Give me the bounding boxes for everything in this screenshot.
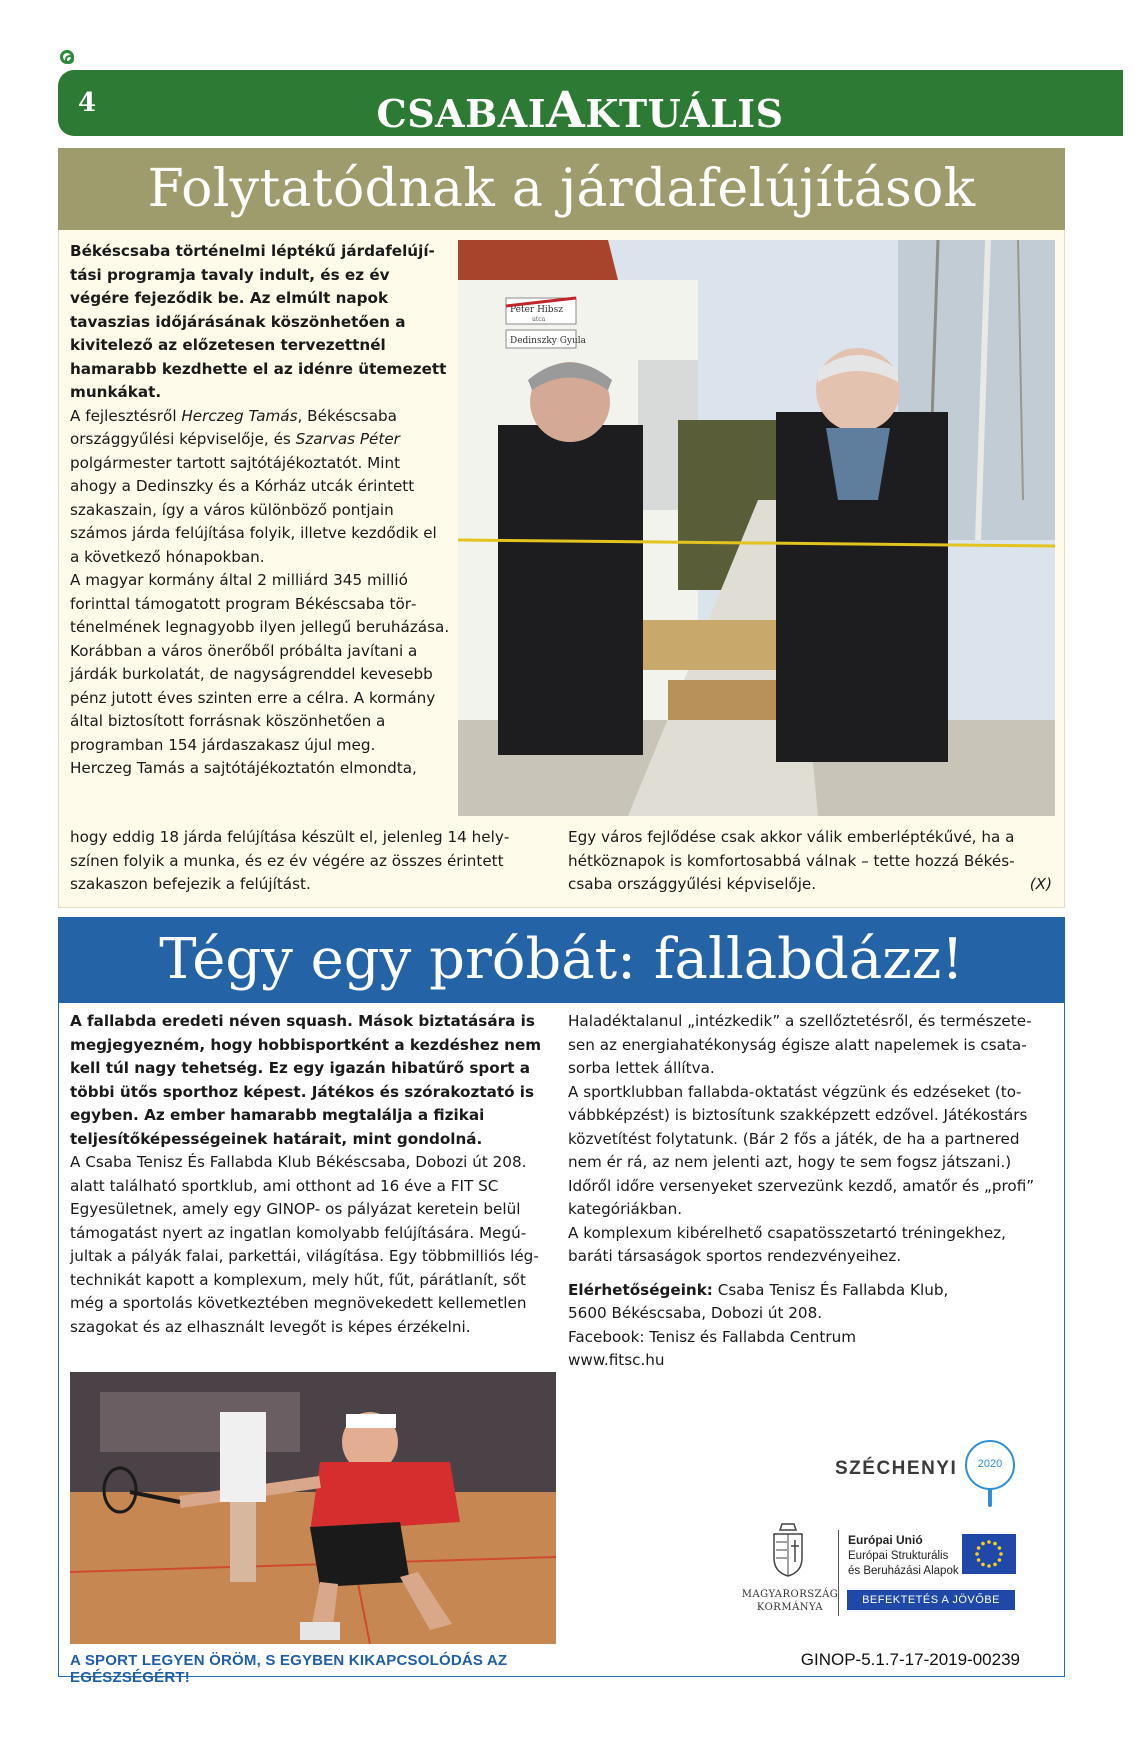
contact-line-2: 5600 Békéscsaba, Dobozi út 208. xyxy=(568,1304,823,1322)
szechenyi-year: 2020 xyxy=(977,1458,1003,1470)
page-number: 4 xyxy=(78,88,97,118)
photo-squash-player xyxy=(70,1372,556,1644)
article1-lead: Békéscsaba történelmi léptékű járdafelújítási programja tavaly indult, és ez év végére fejeződik be. Az elmúlt napok tavaszias időjárásának köszönhetően a kivitelező az előzetesen tervezettnél hamarabb kezdhette el az idénre ütemezett munkákat. xyxy=(70,242,447,401)
logo-divider xyxy=(838,1530,839,1616)
article2-paragraph-1: A Csaba Tenisz És Fallabda Klub Békéscsaba, Dobozi út 208. alatt található sportklub, ami otthont ad 16 éve a FIT SC Egyesületnek, amely egy GINOP- os pályázat keretein belül támogatást nyert az ingatlan komolyabb felújítására. Megújultak a pályák falai, parkettái, világítása. Egy többmilliós légtechnikát kapott a komplexum, mely hűt, fűt, párátlanít, sőt még a sportolás következtében megnövekedett kellemetlen szagokat és az elhasznált levegőt is képes érzékelni. xyxy=(70,1153,539,1336)
article2-paragraph-4: A komplexum kibérelhető csapatösszetartó tréningekhez, baráti társaságok sportos rendezvényeihez. xyxy=(568,1223,1006,1265)
contact-label: Elérhetőségeink: xyxy=(568,1280,713,1299)
contact-line-1: Elérhetőségeink: Csaba Tenisz És Fallabda Klub, xyxy=(568,1280,949,1299)
street-sign-old: Peter Hibsz xyxy=(510,305,563,315)
paper-title xyxy=(370,80,790,139)
government-logo-text: MAGYARORSZÁG KORMÁNYA xyxy=(741,1589,839,1613)
article1-paragraph-3: hogy eddig 18 járda felújítása készült el, jelenleg 14 helyszínen folyik a munka, és ez év végére az összes érintett szakaszon befejezik a felújítást. xyxy=(70,828,510,893)
article1-caption: Egy város fejlődése csak akkor válik emberléptékűvé, ha a hétköznapok is komfortosabbá válnak – tette hozzá Békéscsaba országgyűlési képviselője. (X) xyxy=(568,826,1052,897)
eu-logo-text: Európai Unió Európai Strukturális és Beruházási Alapok xyxy=(848,1533,959,1577)
project-code: GINOP-5.1.7-17-2019-00239 xyxy=(800,1650,1020,1669)
article1-column xyxy=(70,240,450,781)
article2-lead: A fallabda eredeti néven squash. Mások biztatására is megjegyezném, hogy hobbisportként a kezdéshez nem kell túl nagy tehetség. Ez egy igazán hibatűrő sport a többi ütős sporthoz képest. Játékos és szórakoztató is egyben. Az ember hamarabb megtalálja a fizikai teljesítőképességeinek határait, mint gondolná. xyxy=(70,1012,542,1148)
szechenyi-logo: SZÉCHENYI xyxy=(835,1458,958,1479)
article2-column-1 xyxy=(70,1010,560,1339)
photo-officials-sidewalk xyxy=(458,240,1055,816)
name-herczeg: Herczeg Tamás xyxy=(181,406,298,425)
article2-column-2 xyxy=(568,1010,1052,1373)
article2-paragraph-2: Haladéktalanul „intézkedik” a szellőztetésről, és természetesen az energiahatékonyság égisze alatt napelemek is csatasorba lettek állítva. xyxy=(568,1012,1032,1077)
advertisement-mark: (X) xyxy=(1029,875,1052,893)
paper-title-initial: A xyxy=(546,80,586,139)
paper-title-part2: KTUÁLIS xyxy=(585,91,784,136)
article1-title: Folytatódnak a járdafelújítások xyxy=(58,148,1065,230)
coat-of-arms-icon xyxy=(770,1522,806,1578)
street-sign-old-sub: utca xyxy=(532,316,546,323)
eu-flag-icon xyxy=(962,1534,1016,1574)
article1-paragraph-3-start: Herczeg Tamás a sajtótájékoztatón elmondta, xyxy=(70,759,417,777)
article2-slogan: A SPORT LEGYEN ÖRÖM, S EGYBEN KIKAPCSOLÓDÁS AZ EGÉSZSÉGÉRT! xyxy=(70,1652,508,1686)
street-sign-new: Dedinszky Gyula xyxy=(510,336,587,346)
contact-website: www.fitsc.hu xyxy=(568,1351,665,1369)
contact-line-3: Facebook: Tenisz és Fallabda Centrum xyxy=(568,1327,856,1346)
paper-title-part1: CSABAI xyxy=(376,91,547,136)
invest-in-future-banner: BEFEKTETÉS A JÖVŐBE xyxy=(847,1590,1015,1610)
article2-paragraph-3: A sportklubban fallabda-oktatást végzünk és edzéseket (továbbképzést) is biztosítunk szakképzett edzővel. Játékostárs közvetítést folytatunk. (Bár 2 fős a játék, de ha a partnered nem ér rá, az nem jelenti azt, hogy te sem fogsz játszani.) Időről időre versenyeket szervezünk kezdő, amatőr és „profi” kategóriákban. xyxy=(568,1082,1035,1218)
name-szarvas: Szarvas Péter xyxy=(295,430,400,448)
pin-tail xyxy=(988,1489,992,1507)
article1-paragraph-2: A magyar kormány által 2 milliárd 345 millió forinttal támogatott program Békéscsaba történelmének legnagyobb ilyen jellegű beruházása. Korábban a város önerőből próbálta javítani a járdák burkolatát, de nagyságrenddel kevesebb pénz jutott éves szinten erre a célra. A kormány által biztosított forrásnak köszönhetően a programban 154 járdaszakasz újul meg. xyxy=(70,571,450,754)
article2-title: Tégy egy próbát: fallabdázz! xyxy=(58,917,1065,1003)
publisher-logo-icon xyxy=(60,50,74,64)
article1-paragraph-1: A fejlesztésről Herczeg Tamás, Békéscsaba országgyűlési képviselője, és Szarvas Péter polgármester tartott sajtótájékoztatót. Mint ahogy a Dedinszky és a Kórház utcák érintett szakaszain, így a város különböző pontjain számos járda felújítása folyik, illetve kezdődik el a következő hónapokban. xyxy=(70,406,437,566)
